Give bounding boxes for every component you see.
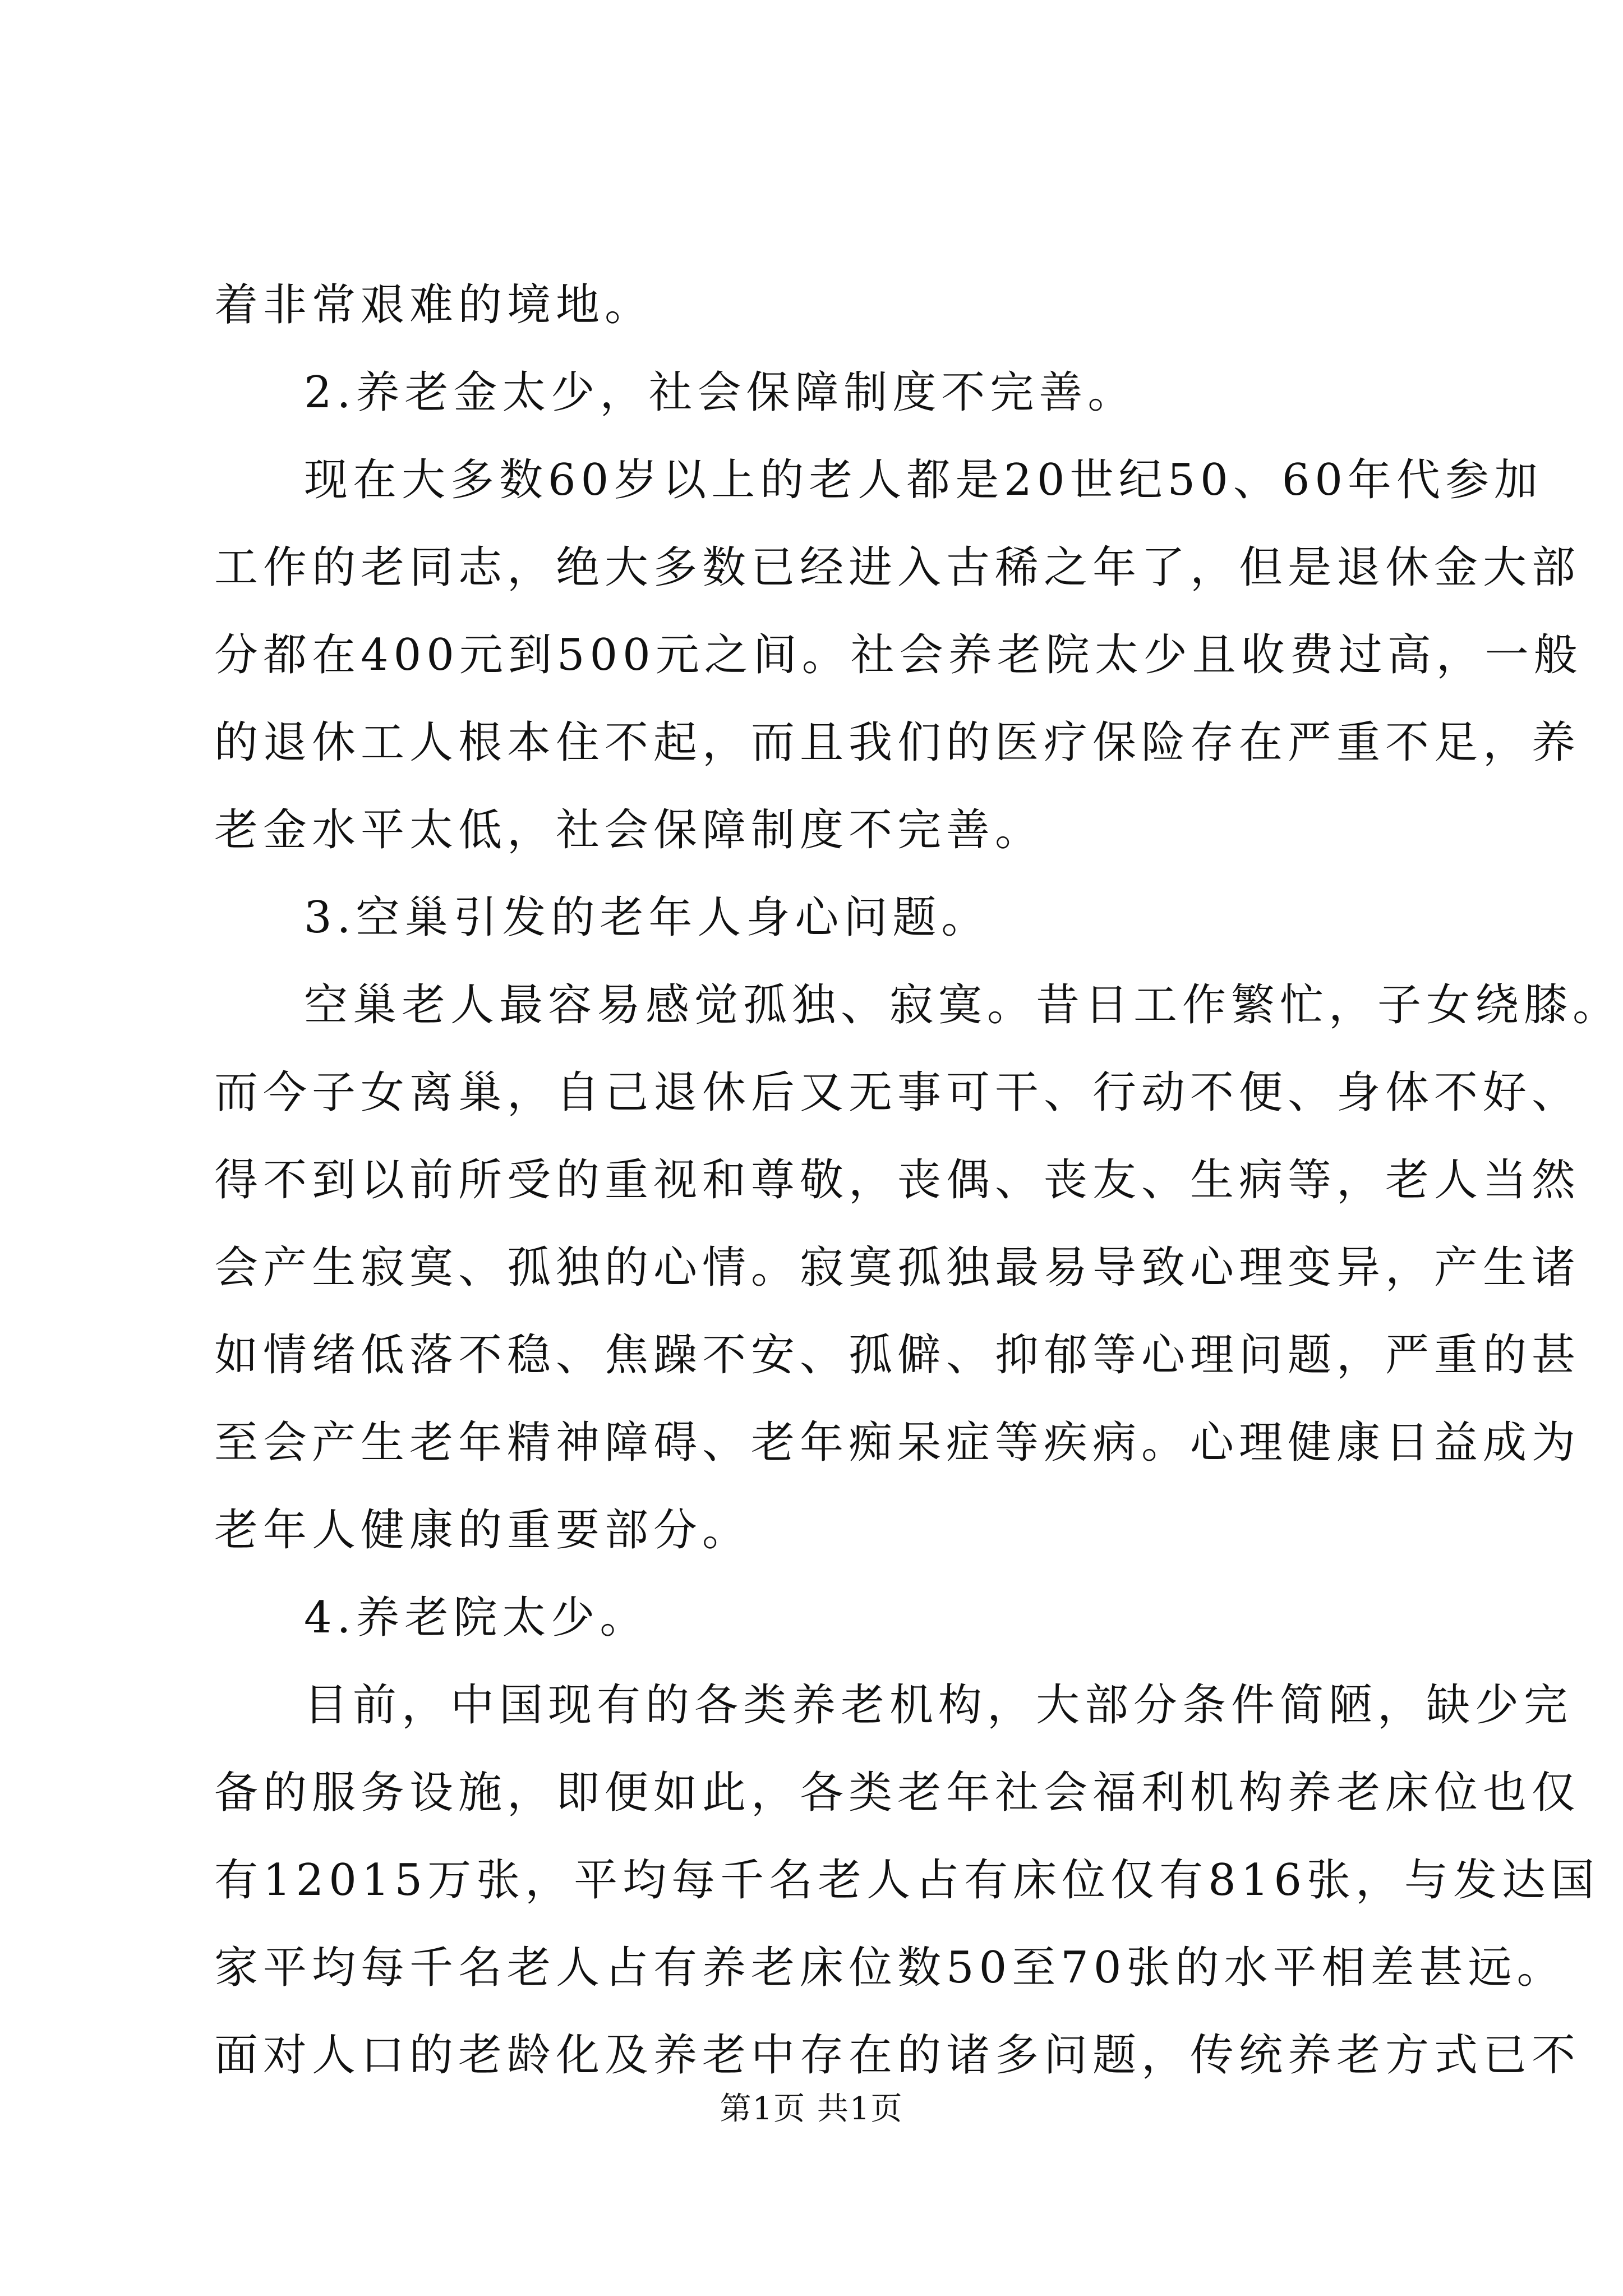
text-line: 分都在400元到500元之间。社会养老院太少且收费过高，一般: [214, 630, 1583, 680]
text-line: 面对人口的老龄化及养老中存在的诸多问题，传统养老方式已不: [214, 2030, 1581, 2081]
text-line: 如情绪低落不稳、焦躁不安、孤僻、抑郁等心理问题，严重的甚: [214, 1330, 1581, 1381]
page-footer: 第1页 共1页: [720, 2091, 903, 2127]
text-line: 现在大多数60岁以上的老人都是20世纪50、60年代参加: [304, 455, 1543, 505]
text-line: 着非常艰难的境地。: [214, 280, 654, 330]
text-line: 的退休工人根本住不起，而且我们的医疗保险存在严重不足，养: [214, 717, 1581, 768]
text-line: 空巢老人最容易感觉孤独、寂寞。昔日工作繁忙，子女绕膝。: [304, 980, 1622, 1030]
text-line: 目前，中国现有的各类养老机构，大部分条件简陋，缺少完: [304, 1680, 1573, 1731]
text-line: 家平均每千名老人占有养老床位数50至70张的水平相差甚远。: [214, 1943, 1566, 1993]
text-line: 而今子女离巢，自己退休后又无事可干、行动不便、身体不好、: [214, 1068, 1581, 1118]
text-line: 工作的老同志，绝大多数已经进入古稀之年了，但是退休金大部: [214, 542, 1581, 593]
document-body: [214, 261, 1622, 2099]
text-line: 至会产生老年精神障碍、老年痴呆症等疾病。心理健康日益成为: [214, 1418, 1581, 1468]
text-line: 备的服务设施，即便如此，各类老年社会福利机构养老床位也仅: [214, 1768, 1581, 1818]
section-heading: 4.养老院太少。: [304, 1593, 649, 1643]
text-line: 老金水平太低，社会保障制度不完善。: [214, 805, 1044, 855]
text-line: 老年人健康的重要部分。: [214, 1505, 751, 1556]
section-heading: 3.空巢引发的老年人身心问题。: [304, 892, 990, 943]
text-line: 有12015万张，平均每千名老人占有床位仅有816张，与发达国: [214, 1855, 1600, 1906]
text-line: 得不到以前所受的重视和尊敬，丧偶、丧友、生病等，老人当然: [214, 1155, 1581, 1205]
section-heading: 2.养老金太少，社会保障制度不完善。: [304, 367, 1137, 418]
text-line: 会产生寂寞、孤独的心情。寂寞孤独最易导致心理变异，产生诸: [214, 1243, 1581, 1293]
